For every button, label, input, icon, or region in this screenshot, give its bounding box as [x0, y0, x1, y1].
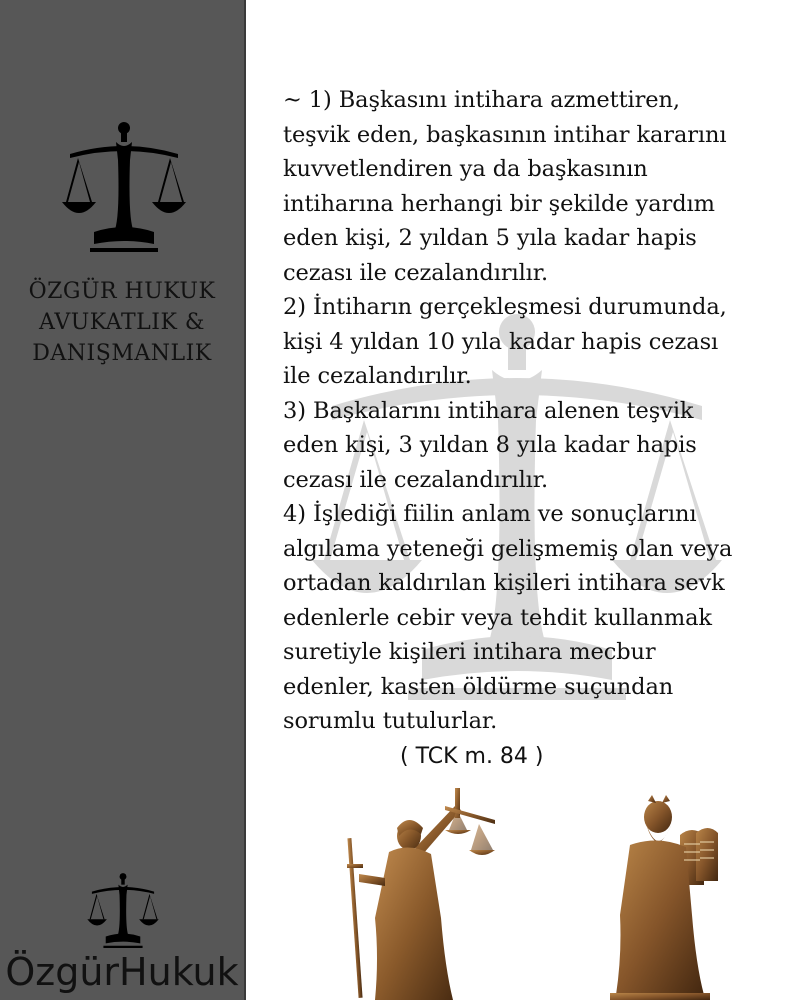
article-line: edenler, kasten öldürme suçundan	[283, 673, 674, 700]
citation: ( TCK m. 84 )	[400, 744, 544, 769]
article-line: edenlerle cebir veya tehdit kullanmak	[283, 604, 712, 631]
scales-of-justice-icon	[62, 120, 186, 252]
article-line: cezası ile cezalandırılır.	[283, 466, 549, 493]
article-line: eden kişi, 2 yıldan 5 yıla kadar hapis	[283, 225, 697, 251]
article-line: algılama yeteneği gelişmemiş olan veya	[283, 535, 733, 562]
article-line: teşvik eden, başkasının intihar kararını	[283, 121, 727, 148]
firm-name-line: AVUKATLIK &	[39, 310, 205, 335]
firm-name-line: ÖZGÜR HUKUK	[28, 279, 216, 304]
article-line: 2) İntiharın gerçekleşmesi durumunda,	[283, 294, 727, 320]
brand-wordmark: ÖzgürHukuk	[5, 950, 239, 994]
article-line: ortadan kaldırılan kişileri intihara sevk	[283, 570, 725, 596]
article-line: suretiyle kişileri intihara mecbur	[283, 639, 656, 665]
sidebar-divider	[244, 0, 246, 1000]
article-line: kuvvetlendiren ya da başkasının	[283, 156, 648, 182]
firm-name-line: DANIŞMANLIK	[32, 341, 212, 366]
article-text	[283, 83, 793, 739]
article-line: cezası ile cezalandırılır.	[283, 259, 549, 286]
lady-justice-statue-icon	[345, 778, 505, 1000]
firm-name	[0, 276, 244, 369]
article-line: eden kişi, 3 yıldan 8 yıla kadar hapis	[283, 432, 697, 458]
article-line: ~ 1) Başkasını intihara azmettiren,	[283, 87, 680, 113]
article-line: 4) İşlediği fiilin anlam ve sonuçlarını	[283, 501, 697, 527]
article-line: intiharına herhangi bir şekilde yardım	[283, 190, 715, 217]
sidebar	[0, 0, 244, 1000]
article-line: kişi 4 yıldan 10 yıla kadar hapis cezası	[283, 328, 719, 355]
lawgiver-statue-icon	[600, 795, 725, 1000]
article-line: sorumlu tutulurlar.	[283, 708, 498, 734]
article-line: ile cezalandırılır.	[283, 363, 472, 389]
article-line: 3) Başkalarını intihara alenen teşvik	[283, 397, 694, 424]
scales-of-justice-icon	[86, 872, 160, 948]
